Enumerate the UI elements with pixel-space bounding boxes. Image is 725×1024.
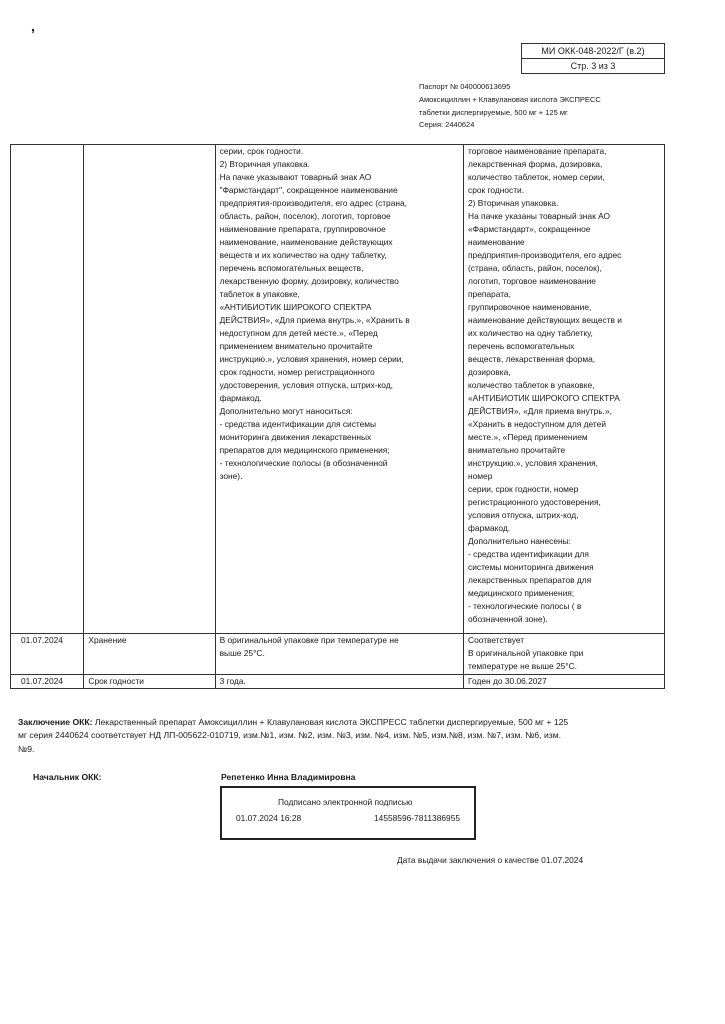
product-name: Амоксициллин + Клавулановая кислота ЭКСПРЕСС [419,94,601,104]
conclusion-label: Заключение ОКК: [18,717,93,727]
test-results-table [10,144,665,689]
result-text: торговое наименование препарата, лекарственная форма, дозировка, количество таблеток, номер серии, срок годности. 2) Вторичная упаковка. На пачке указаны товарный знак АО «Фармстандарт», сокращенное наименование предприятия-производителя, его адрес (страна, область, район, поселок), логотип, торговое наименование препарата, группировочное наименование, наименование действующих веществ и их количество на одну таблетку, перечень вспомогательных веществ, лекарственная форма, дозировка, количество таблеток в упаковке, «АНТИБИОТИК ШИРОКОГО СПЕКТРА ДЕЙСТВИЯ», «Для приема внутрь.», «Хранить в недоступном для детей месте.», «Перед применением внимательно прочитайте инструкцию.», условия хранения, номер серии, срок годности, номер регистрационного удостоверения, условия отпуска, штрих-код, фармакод. Дополнительно нанесены: - средства идентификации для системы мониторинга движения лекарственных препаратов для медицинского применения; - технологические полосы ( в обозначенной зоне). [468,146,622,624]
corner-mark: , [31,18,35,34]
signature-title: Подписано электронной подписью [278,797,413,807]
requirement-cell: 3 года. [215,675,463,689]
page-number: Стр. 3 из 3 [522,58,664,73]
requirement-text: серии, срок годности. 2) Вторичная упаковка. На пачке указывают товарный знак АО "Фармстандарт", сокращенное наименование предприятия-производителя, его адрес (страна, область, район, поселок), логотип, торговое наименование препарата, группировочное наименование, наименование действующих веществ и их количество на одну таблетку, перечень вспомогательных веществ, лекарственную форму, дозировку, количество таблеток в упаковке, «АНТИБИОТИК ШИРОКОГО СПЕКТРА ДЕЙСТВИЯ», «Для приема внутрь.», «Хранить в недоступном для детей месте.», «Перед применением внимательно прочитайте инструкцию.», условия хранения, номер серии, срок годности, номер регистрационного удостоверения, условия отпуска, штрих-код, фармакод. Дополнительно могут наноситься: - средства идентификации для системы мониторинга движения лекарственных препаратов для медицинского применения; - технологические полосы (в обозначенной зоне). [219,146,410,481]
document-code: МИ ОКК-048-2022/Г (в.2) [541,46,645,56]
indicator-cell: Хранение [84,634,215,675]
document-code-box [521,43,665,74]
requirement-text: В оригинальной упаковке при температуре не выше 25°С. [219,635,399,658]
chief-label: Начальник ОКК: [33,772,102,782]
passport-header [419,81,601,132]
result-cell [464,634,665,675]
requirement-cell [215,145,463,634]
table-row [11,675,665,689]
requirement-cell [215,634,463,675]
date-cell: 01.07.2024 [11,675,84,689]
table-row [11,634,665,675]
conclusion [18,716,573,756]
issue-date: Дата выдачи заключения о качестве 01.07.2024 [397,855,584,865]
product-form: таблетки диспергируемые, 500 мг + 125 мг [419,107,568,117]
indicator-cell [84,145,215,634]
date-cell [11,145,84,634]
chief-name: Репетенко Инна Владимировна [221,772,356,782]
result-text: Соответствует В оригинальной упаковке при температуре не выше 25°С. [468,635,584,671]
signature-datetime: 01.07.2024 16:28 [236,813,302,823]
result-cell [464,145,665,634]
date-cell: 01.07.2024 [11,634,84,675]
signature-certificate: 14558596-7811386955 [374,813,461,823]
series-number: Серия: 2440624 [419,120,475,130]
electronic-signature-box [220,786,476,840]
conclusion-text: Лекарственный препарат Амоксициллин + Клавулановая кислота ЭКСПРЕСС таблетки диспергируемые, 500 мг + 125 мг серия 2440624 соответствует НД ЛП-005622-010719, изм.№1, изм. №2, изм. №3, изм. №4, изм. №5, изм.№8, изм. №7, изм. №6, изм. №9. [18,717,569,754]
passport-number: Паспорт № 040000613695 [419,82,511,91]
result-cell: Годен до 30.06.2027 [464,675,665,689]
table-row [11,145,665,634]
indicator-cell: Срок годности [84,675,215,689]
